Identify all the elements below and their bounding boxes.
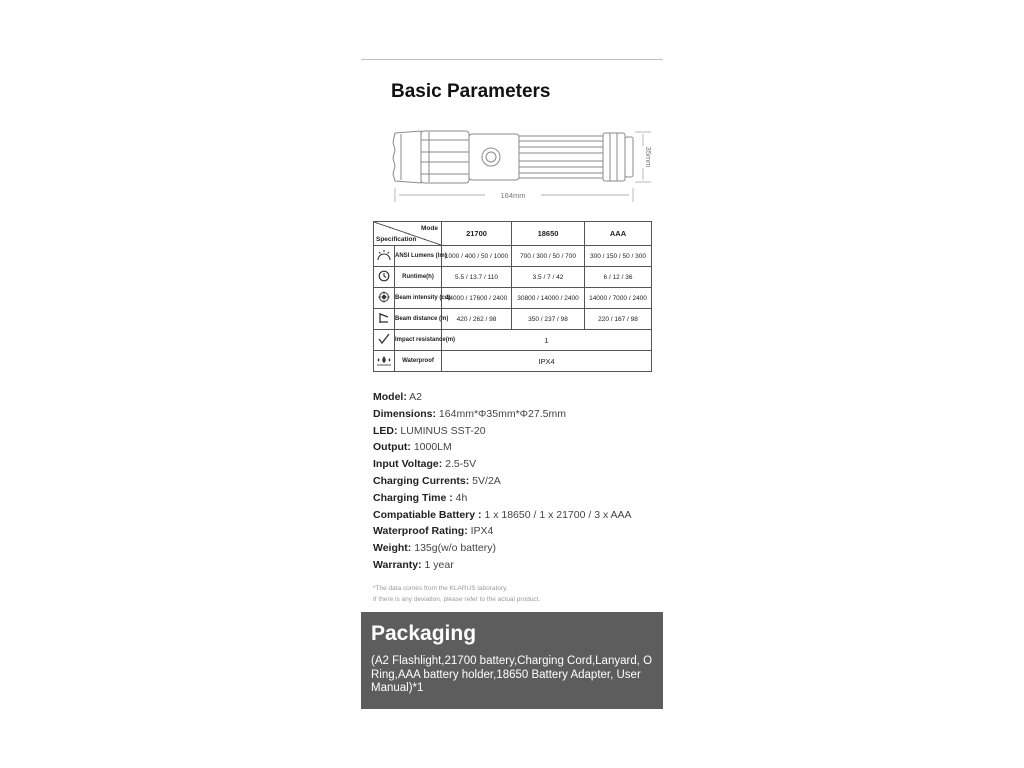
column-header: 21700	[442, 222, 512, 246]
row-label: Runtime(h)	[395, 267, 442, 288]
spec-value: LUMINUS SST-20	[397, 424, 486, 437]
beam-distance-icon	[374, 309, 395, 330]
spec-warranty	[373, 557, 663, 574]
table-cell: 220 / 167 / 98	[585, 309, 652, 330]
spec-value: 1 x 18650 / 1 x 21700 / 3 x AAA	[481, 508, 632, 521]
spec-input-voltage	[373, 456, 663, 473]
flashlight-drawing	[373, 122, 663, 208]
spec-led	[373, 423, 663, 440]
spec-value: A2	[406, 391, 423, 403]
spec-label: Weight:	[373, 542, 412, 555]
spec-label: Charging Currents:	[373, 474, 470, 487]
table-cell: 1000 / 400 / 50 / 1000	[442, 246, 512, 267]
packaging-title: Packaging	[371, 622, 477, 645]
length-label: 164mm	[500, 191, 526, 200]
spec-label: LED:	[373, 424, 398, 437]
packaging-section	[361, 612, 663, 709]
spec-label: Output:	[373, 441, 411, 454]
specifications-list	[373, 389, 663, 574]
table-row	[374, 246, 652, 267]
spec-battery	[373, 507, 663, 524]
spec-output	[373, 439, 663, 456]
column-header: AAA	[585, 222, 652, 246]
spec-value: 164mm*Φ35mm*Φ27.5mm	[436, 407, 566, 420]
table-cell: 350 / 237 / 98	[512, 309, 585, 330]
packaging-contents: (A2 Flashlight,21700 battery,Charging Cord,Lanyard, O Ring,AAA battery holder,18650 Battery Adapter, User Manual)*1	[371, 655, 653, 695]
corner-mode-label: Mode	[421, 225, 438, 232]
spec-charging-time	[373, 490, 663, 507]
table-row	[374, 330, 652, 351]
spec-table	[373, 221, 652, 372]
spec-label: Model:	[373, 391, 407, 403]
spec-model	[373, 389, 663, 406]
table-cell: 1	[442, 330, 652, 351]
spec-value: 135g(w/o battery)	[411, 542, 496, 555]
target-icon	[374, 288, 395, 309]
lab-note	[373, 584, 540, 605]
table-cell: 3.5 / 7 / 42	[512, 267, 585, 288]
table-cell: 700 / 300 / 50 / 700	[512, 246, 585, 267]
table-cell: 14000 / 7000 / 2400	[585, 288, 652, 309]
table-row	[374, 309, 652, 330]
table-cell: 5.5 / 13.7 / 110	[442, 267, 512, 288]
note-line: *The data comes from the KLARUS laboratory.	[373, 585, 508, 592]
row-label: Beam distance (m)	[395, 309, 442, 330]
table-row	[374, 267, 652, 288]
spec-value: 1 year	[421, 558, 454, 571]
impact-check-icon	[374, 330, 395, 351]
spec-label: Warranty:	[373, 558, 422, 571]
row-label: Impact resistance(m)	[395, 330, 442, 351]
row-label: ANSI Lumens (lm)	[395, 246, 442, 267]
row-label: Waterproof	[395, 351, 442, 372]
water-drops-icon	[374, 351, 395, 372]
spec-charging-currents	[373, 473, 663, 490]
page-title: Basic Parameters	[391, 81, 551, 102]
table-cell: IPX4	[442, 351, 652, 372]
spec-waterproof-rating	[373, 523, 663, 540]
top-divider	[361, 59, 663, 60]
table-row	[374, 351, 652, 372]
spec-label: Waterproof Rating:	[373, 525, 468, 538]
spec-label: Input Voltage:	[373, 458, 443, 471]
table-header-row	[374, 222, 652, 246]
spec-label: Charging Time :	[373, 491, 453, 504]
table-row	[374, 288, 652, 309]
diameter-label: 35mm	[644, 146, 653, 168]
table-cell: 300 / 150 / 50 / 300	[585, 246, 652, 267]
spec-value: IPX4	[467, 525, 494, 538]
table-cell: 44000 / 17600 / 2400	[442, 288, 512, 309]
spec-dimensions	[373, 406, 663, 423]
note-line: If there is any deviation, please refer to the actual product.	[373, 595, 541, 603]
spec-value: 1000LM	[410, 441, 452, 454]
column-header: 18650	[512, 222, 585, 246]
spec-weight	[373, 540, 663, 557]
corner-spec-label: Specification	[376, 236, 417, 243]
spec-value: 4h	[452, 491, 468, 504]
spec-value: 5V/2A	[469, 474, 501, 487]
sun-burst-icon	[374, 246, 395, 267]
clock-icon	[374, 267, 395, 288]
spec-value: 2.5-5V	[442, 458, 477, 471]
table-cell: 420 / 262 / 98	[442, 309, 512, 330]
spec-label: Dimensions:	[373, 407, 437, 420]
table-cell: 6 / 12 / 36	[585, 267, 652, 288]
corner-cell	[374, 222, 442, 246]
row-label: Beam intensity (cd)	[395, 288, 442, 309]
spec-label: Compatiable Battery :	[373, 508, 482, 521]
table-cell: 30800 / 14000 / 2400	[512, 288, 585, 309]
